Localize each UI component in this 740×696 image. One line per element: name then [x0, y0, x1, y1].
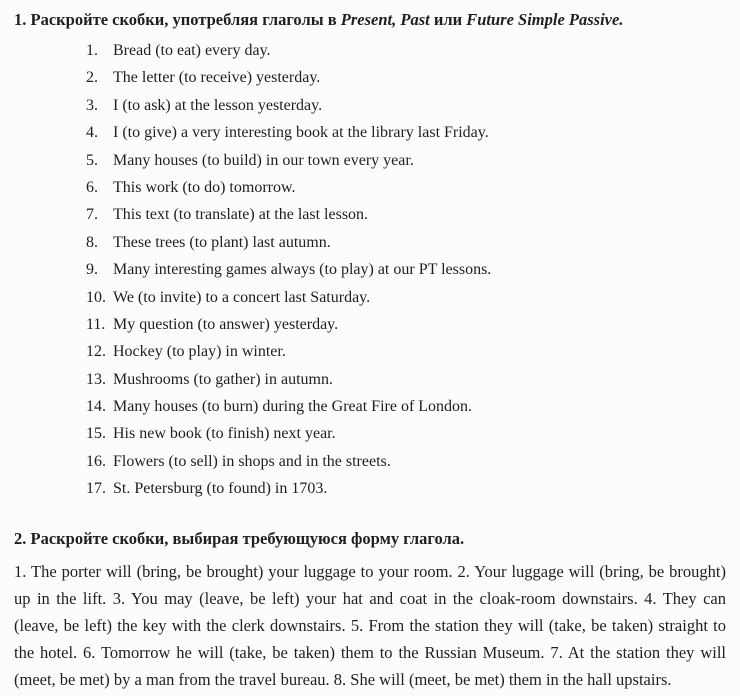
item-number: 9.: [86, 261, 98, 279]
item-number: 4.: [86, 124, 98, 142]
item-number: 8.: [86, 233, 98, 251]
item-text: Many interesting games always (to play) at our PT lessons.: [113, 261, 492, 279]
item-number: 10.: [86, 288, 106, 306]
list-item: [86, 397, 740, 424]
list-item: [86, 151, 740, 178]
list-item: [86, 41, 740, 68]
item-text: I (to ask) at the lesson yesterday.: [113, 96, 323, 114]
item-text: Flowers (to sell) in shops and in the streets.: [113, 452, 391, 470]
list-item: [86, 315, 740, 342]
exercise-1-list: [0, 41, 740, 507]
exercise-1-heading: [0, 0, 740, 31]
exercise-1-heading-or: или: [429, 10, 467, 29]
list-item: [86, 178, 740, 205]
item-number: 2.: [86, 69, 98, 87]
list-item: [86, 205, 740, 232]
item-text: This work (to do) tomorrow.: [113, 178, 296, 196]
exercise-1-heading-prefix: 1. Раскройте скобки, употребляя глаголы в: [14, 10, 341, 29]
exercise-2-paragraph: 1. The porter will (bring, be brought) your luggage to your room. 2. Your luggage will (bring, be brought) up in the lift. 3. You may (leave, be left) your hat and coat in the cloak-room downstairs. 4. They can (leave, be left) the key with the clerk downstairs. 5. From the station they will (take, be taken) straight to the hotel. 6. Tomorrow he will (take, be taken) them to the Russian Museum. 7. At the station they will (meet, be met) by a man from the travel bureau. 8. She will (meet, be met) them in the hall upstairs.: [14, 561, 726, 689]
exercise-1-heading-tense-2: Future Simple Passive.: [466, 10, 624, 29]
item-text: This text (to translate) at the last lesson.: [113, 206, 369, 224]
item-number: 3.: [86, 96, 98, 114]
list-item: [86, 479, 740, 506]
item-number: 13.: [86, 370, 106, 388]
list-item: [86, 370, 740, 397]
item-text: Hockey (to play) in winter.: [113, 343, 286, 361]
item-number: 11.: [86, 315, 106, 333]
list-item: [86, 424, 740, 451]
item-number: 17.: [86, 480, 106, 498]
item-number: 5.: [86, 151, 98, 169]
item-text: Many houses (to burn) during the Great Fire of London.: [113, 398, 473, 416]
item-text: Bread (to eat) every day.: [113, 42, 271, 59]
list-item: [86, 123, 740, 150]
exercise-1-heading-tense-1: Present, Past: [340, 10, 430, 29]
item-number: 16.: [86, 452, 106, 470]
list-item: [86, 96, 740, 123]
list-item: [86, 452, 740, 479]
list-item: [86, 68, 740, 95]
exercise-2-heading: 2. Раскройте скобки, выбирая требующуюся форму глагола.: [14, 528, 465, 548]
item-text: The letter (to receive) yesterday.: [113, 69, 321, 87]
list-item: [86, 233, 740, 260]
item-number: 1.: [86, 42, 98, 59]
item-text: St. Petersburg (to found) in 1703.: [113, 480, 328, 498]
list-item: [86, 288, 740, 315]
item-text: Mushrooms (to gather) in autumn.: [113, 370, 333, 388]
item-number: 15.: [86, 425, 106, 443]
item-number: 14.: [86, 398, 106, 416]
item-text: His new book (to finish) next year.: [113, 425, 336, 443]
item-text: These trees (to plant) last autumn.: [113, 233, 331, 251]
item-text: Many houses (to build) in our town every year.: [113, 151, 414, 169]
item-number: 7.: [86, 206, 98, 224]
item-number: 6.: [86, 178, 98, 196]
list-item: [86, 260, 740, 287]
item-text: I (to give) a very interesting book at the library last Friday.: [113, 124, 489, 142]
item-text: My question (to answer) yesterday.: [113, 315, 339, 333]
item-text: We (to invite) to a concert last Saturday.: [113, 288, 371, 306]
list-item: [86, 342, 740, 369]
item-number: 12.: [86, 343, 106, 361]
